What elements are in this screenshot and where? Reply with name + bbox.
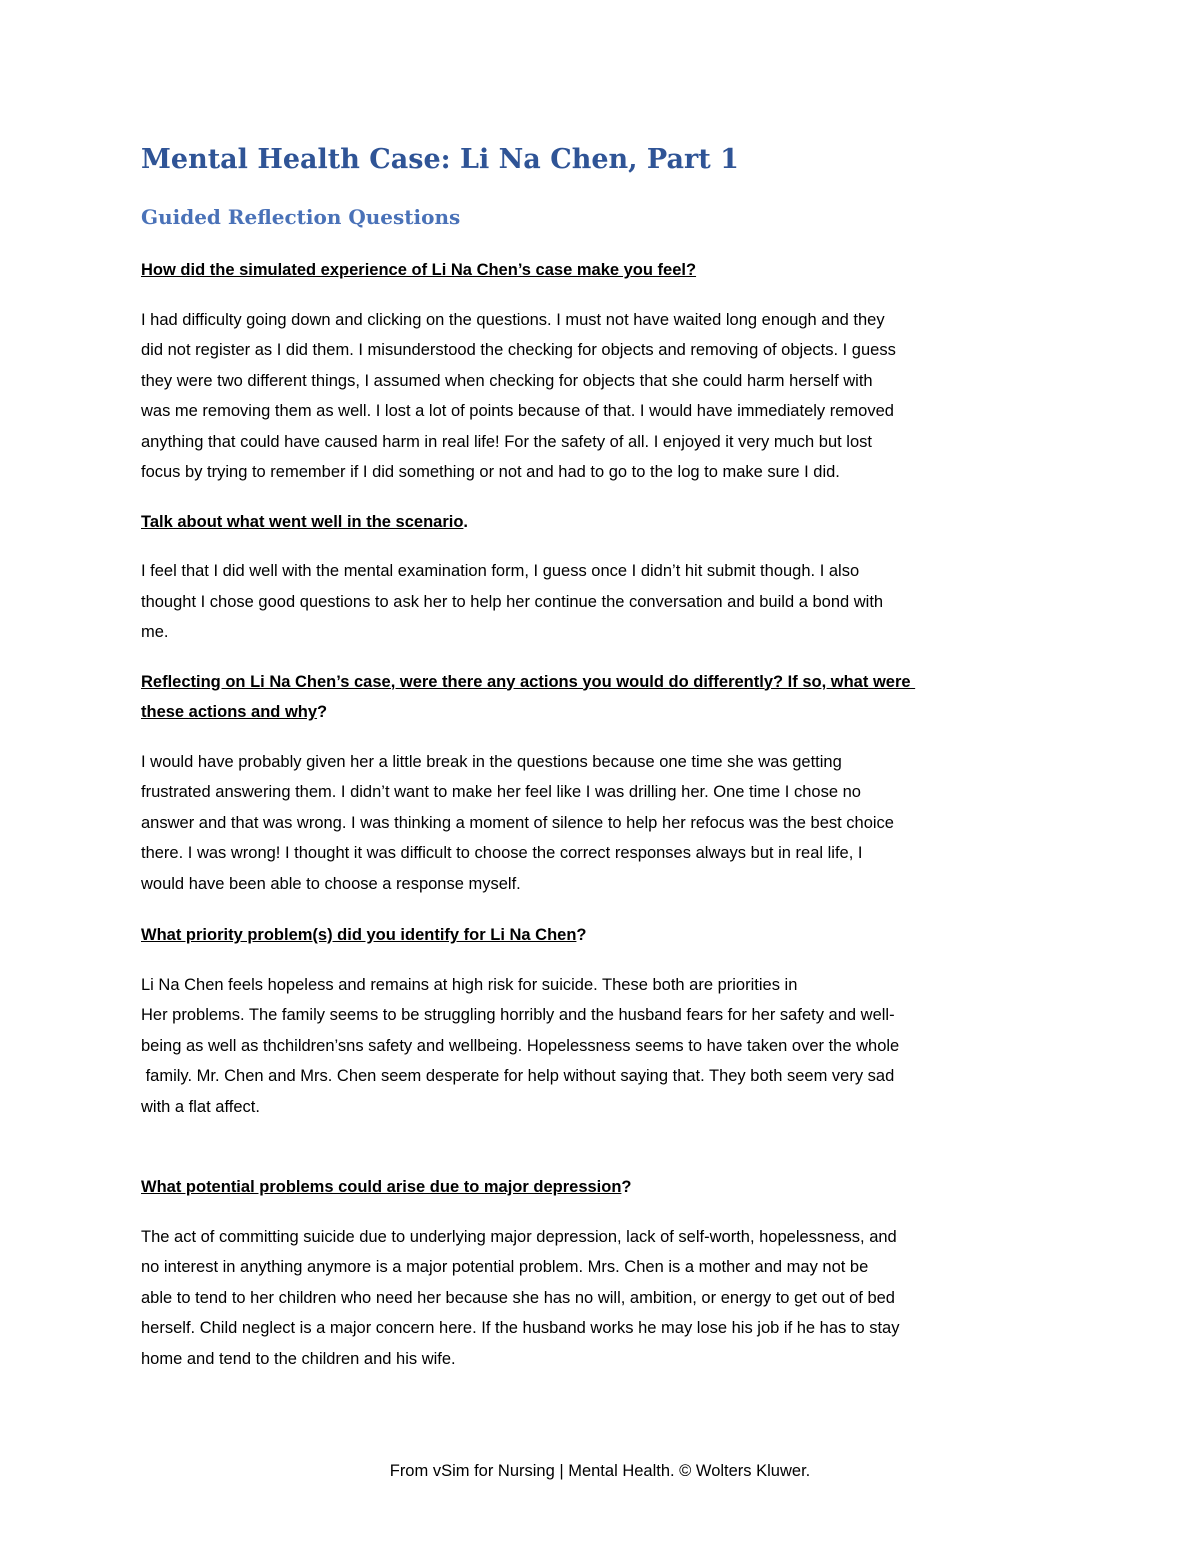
question-4	[141, 920, 1056, 951]
answer-line: The act of committing suicide due to underlying major depression, lack of self-worth, hopelessness, and	[141, 1227, 897, 1246]
reflection-section-3	[141, 667, 1056, 900]
question-2-suffix: .	[463, 512, 469, 531]
reflection-section-1	[141, 255, 1056, 488]
reflection-section-5	[141, 1172, 1056, 1374]
question-5-text: What potential problems could arise due to major depression	[141, 1178, 622, 1196]
answer-line: thought I chose good questions to ask her to help her continue the conversation and build a bond with	[141, 592, 884, 611]
answer-line: able to tend to her children who need her because she has no will, ambition, or energy to get out of bed	[141, 1288, 895, 1307]
question-5-suffix: ?	[621, 1178, 632, 1196]
answer-line: Li Na Chen feels hopeless and remains at high risk for suicide. These both are priorities in	[141, 975, 798, 994]
question-3-line-2: these actions and why	[141, 703, 318, 721]
page-title: Mental Health Case: Li Na Chen, Part 1	[141, 144, 739, 175]
question-3	[141, 667, 1056, 728]
question-4-text: What priority problem(s) did you identify for Li Na Chen	[141, 926, 577, 944]
answer-line: answer and that was wrong. I was thinking a moment of silence to help her refocus was the best choice	[141, 813, 894, 832]
answer-line: focus by trying to remember if I did something or not and had to go to the log to make sure I did.	[141, 463, 840, 481]
answer-line: I feel that I did well with the mental examination form, I guess once I didn’t hit submit though. I also	[141, 562, 860, 580]
answer-line: me.	[141, 623, 169, 641]
answer-5	[141, 1222, 1056, 1375]
question-1-text: How did the simulated experience of Li Na Chen’s case make you feel?	[141, 261, 697, 279]
question-5	[141, 1172, 1056, 1203]
question-2-text: Talk about what went well in the scenario	[141, 512, 464, 531]
answer-line: there. I was wrong! I thought it was difficult to choose the correct responses always but in real life, I	[141, 844, 863, 862]
page-subtitle: Guided Reflection Questions	[141, 205, 461, 229]
answer-line: frustrated answering them. I didn’t want to make her feel like I was drilling her. One time I chose no	[141, 783, 861, 801]
question-2	[141, 507, 1056, 538]
question-1	[141, 255, 1056, 286]
answer-line: no interest in anything anymore is a major potential problem. Mrs. Chen is a mother and may not be	[141, 1258, 869, 1276]
answer-line: was me removing them as well. I lost a lot of points because of that. I would have immediately removed	[141, 402, 894, 420]
page-footer: From vSim for Nursing | Mental Health. © Wolters Kluwer.	[389, 1462, 811, 1480]
answer-line: did not register as I did them. I misunderstood the checking for objects and removing of objects. I guess	[141, 341, 896, 359]
question-4-suffix: ?	[576, 926, 587, 944]
question-3-line-1: Reflecting on Li Na Chen’s case, were there any actions you would do differently? If so, what were	[141, 672, 916, 691]
answer-line: anything that could have caused harm in real life! For the safety of all. I enjoyed it very much but lost	[141, 432, 872, 451]
document-content	[141, 142, 1056, 1374]
answer-line: Her problems. The family seems to be struggling horribly and the husband fears for her safety and well-	[141, 1006, 895, 1024]
answer-line: they were two different things, I assumed when checking for objects that she could harm herself with	[141, 371, 873, 390]
answer-line: herself. Child neglect is a major concern here. If the husband works he may lose his job if he has to stay	[141, 1319, 900, 1337]
reflection-section-4	[141, 920, 1056, 1122]
reflection-section-2	[141, 507, 1056, 648]
answer-2	[141, 556, 1056, 648]
answer-line: home and tend to the children and his wife.	[141, 1349, 456, 1368]
answer-1	[141, 305, 1056, 488]
answer-3	[141, 747, 1056, 900]
answer-4	[141, 970, 1056, 1123]
answer-line: I had difficulty going down and clicking on the questions. I must not have waited long enough and they	[141, 310, 885, 329]
question-3-suffix: ?	[317, 703, 328, 721]
answer-line: I would have probably given her a little break in the questions because one time she was getting	[141, 752, 842, 771]
answer-line: being as well as thchildren’sns safety and wellbeing. Hopelessness seems to have taken over the whole	[141, 1036, 900, 1055]
answer-line: with a flat affect.	[141, 1097, 260, 1116]
answer-line: would have been able to choose a response myself.	[141, 874, 521, 893]
answer-line: family. Mr. Chen and Mrs. Chen seem desperate for help without saying that. They both seem very sad	[141, 1067, 895, 1085]
